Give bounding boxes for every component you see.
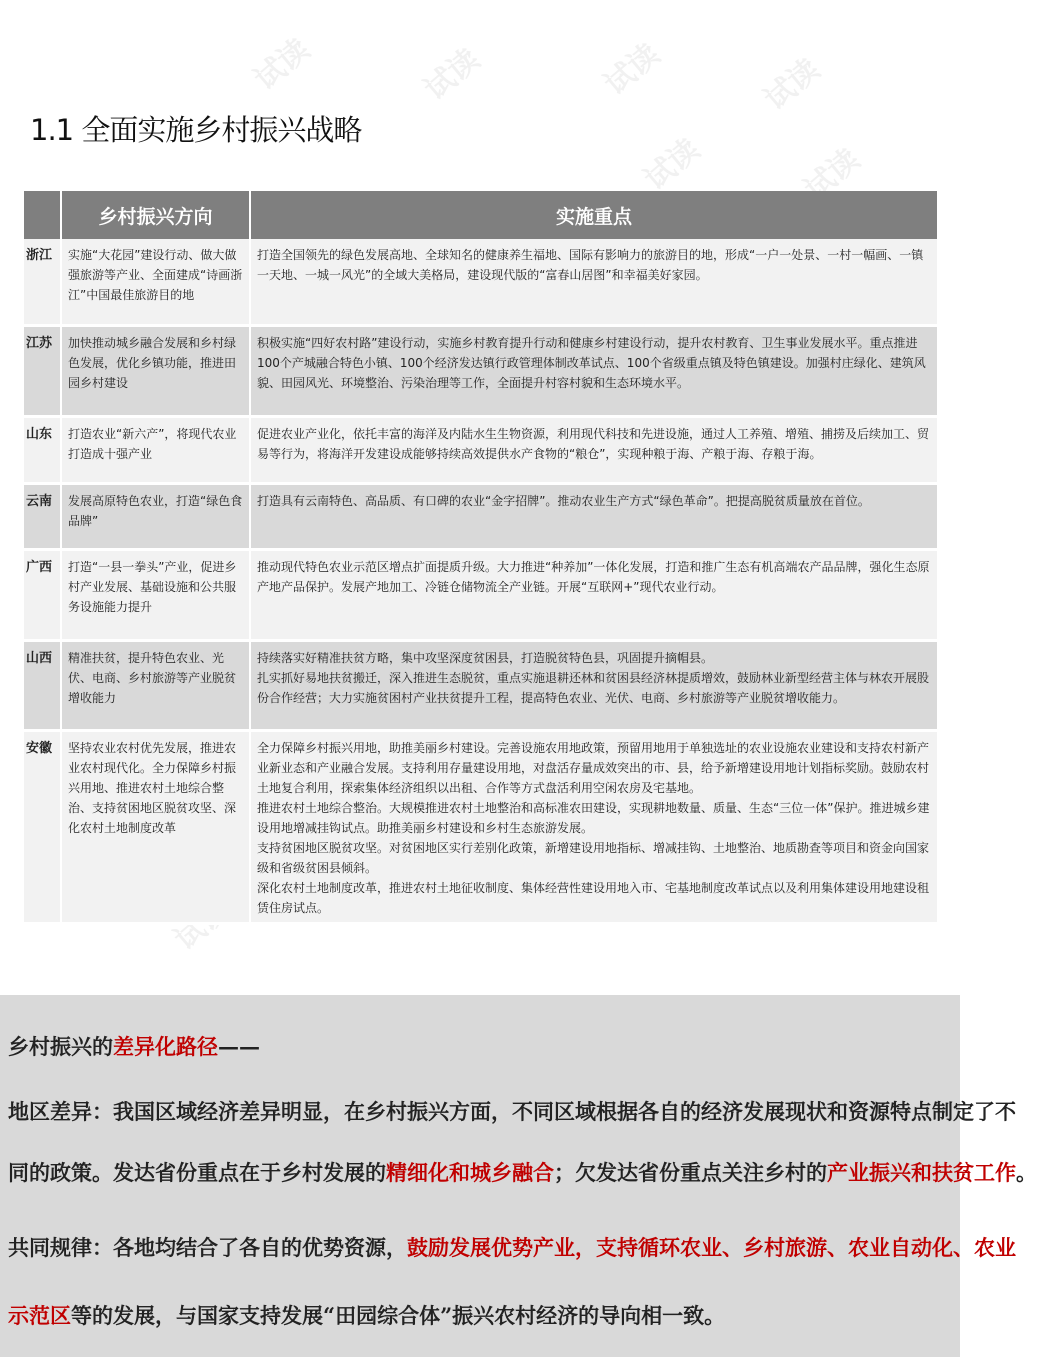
watermark: 试读 xyxy=(798,141,867,208)
focus-paragraph: 打造全国领先的绿色发展高地、全球知名的健康养生福地、国际有影响力的旅游目的地，形成“一户一处景、一村一幅画、一镇一天地、一城一风光”的全域大美格局，建设现代版的“富春山居图”和幸福美好家园。 xyxy=(257,248,924,282)
common-text: 各地均结合了各自的优势资源， xyxy=(113,1235,407,1260)
regional-highlight: 产业振兴和扶贫工作 xyxy=(827,1160,1016,1185)
direction-cell: 实施“大花园”建设行动、做大做强旅游等产业、全面建成“诗画浙江”中国最佳旅游目的地 xyxy=(61,239,250,325)
watermark: 试读 xyxy=(758,51,827,118)
heading-highlight: 差异化路径 xyxy=(113,1034,218,1059)
table-row xyxy=(24,483,937,549)
heading-suffix: —— xyxy=(218,1034,260,1059)
page-title: 1.1 全面实施乡村振兴战略 xyxy=(30,113,362,147)
direction-cell: 发展高原特色农业，打造“绿色食品牌” xyxy=(61,483,250,549)
watermark: 试读 xyxy=(168,891,237,958)
watermark: 试读 xyxy=(598,36,667,103)
focus-paragraph: 支持贫困地区脱贫攻坚。对贫困地区实行差别化政策，新增建设用地指标、增减挂钩、土地整治、地质勘查等项目和资金向国家级和省级贫困县倾斜。 xyxy=(257,840,930,875)
focus-paragraph: 促进农业产业化，依托丰富的海洋及内陆水生生物资源，利用现代科技和先进设施，通过人工养殖、增殖、捕捞及后续加工、贸易等行为，将海洋开发建设成能够持续高效提供水产食物的“粮仓”，实现种粮于海、产粮于海、存粮于海。 xyxy=(257,426,930,461)
strategy-table xyxy=(24,191,937,925)
common-line-1 xyxy=(8,1232,1016,1262)
common-highlight: 示范区 xyxy=(8,1303,71,1328)
focus-cell xyxy=(250,416,937,483)
common-line-2 xyxy=(8,1300,958,1330)
regional-text: 我国区域经济差异明显，在乡村振兴方面，不同区域根据各自的经济发展现状和资源特点制定了不 xyxy=(113,1099,1016,1124)
table-row xyxy=(24,325,937,416)
focus-cell xyxy=(250,730,937,923)
province-cell: 云南 xyxy=(24,483,61,549)
regional-text: ；欠发达省份重点关注乡村的 xyxy=(554,1160,827,1185)
heading-prefix: 乡村振兴的 xyxy=(8,1034,113,1059)
focus-paragraph: 持续落实好精准扶贫方略，集中攻坚深度贫困县，打造脱贫特色县，巩固提升摘帽县。 xyxy=(257,650,714,665)
focus-cell xyxy=(250,640,937,730)
focus-paragraph: 全力保障乡村振兴用地，助推美丽乡村建设。完善设施农用地政策，预留用地用于单独选址的农业设施农业建设和支持农村新产业新业态和产业融合发展。支持利用存量建设用地，对盘活存量成效突出的市、县，给予新增建设用地计划指标奖励。鼓励农村土地复合利用，探索集体经济组织以出租、合作等方式盘活利用空闲农房及宅基地。 xyxy=(257,740,930,795)
table-row xyxy=(24,640,937,730)
summary-heading xyxy=(8,1031,958,1061)
table-row xyxy=(24,239,937,325)
province-cell: 山东 xyxy=(24,416,61,483)
focus-paragraph: 推动现代特色农业示范区增点扩面提质升级。大力推进“种养加”一体化发展，打造和推广生态有机高端农产品品牌，强化生态原产地产品保护。发展产地加工、冷链仓储物流全产业链。开展“互联网+”现代农业行动。 xyxy=(257,559,930,594)
province-cell: 浙江 xyxy=(24,239,61,325)
regional-label: 地区差异： xyxy=(8,1099,113,1124)
focus-paragraph: 推进农村土地综合整治。大规模推进农村土地整治和高标准农田建设，实现耕地数量、质量、生态“三位一体”保护。推进城乡建设用地增减挂钩试点。助推美丽乡村建设和乡村生态旅游发展。 xyxy=(257,800,930,835)
header-focus: 实施重点 xyxy=(250,191,937,239)
focus-cell xyxy=(250,239,937,325)
common-highlight: 鼓励发展优势产业，支持循环农业、乡村旅游、农业自动化、农业 xyxy=(407,1235,1016,1260)
watermark: 试读 xyxy=(248,31,317,98)
direction-cell: 打造“一县一拳头”产业，促进乡村产业发展、基础设施和公共服务设施能力提升 xyxy=(61,549,250,640)
regional-text: 同的政策。发达省份重点在于乡村发展的 xyxy=(8,1160,386,1185)
header-direction: 乡村振兴方向 xyxy=(61,191,250,239)
direction-cell: 坚持农业农村优先发展，推进农业农村现代化。全力保障乡村振兴用地、推进农村土地综合整治、支持贫困地区脱贫攻坚、深化农村土地制度改革 xyxy=(61,730,250,923)
regional-text: 。 xyxy=(1016,1160,1037,1185)
regional-line-1 xyxy=(8,1096,1016,1126)
province-cell: 广西 xyxy=(24,549,61,640)
direction-cell: 打造农业“新六产”，将现代农业打造成十强产业 xyxy=(61,416,250,483)
focus-paragraph: 打造具有云南特色、高品质、有口碑的农业“金字招牌”。推动农业生产方式“绿色革命”。把提高脱贫质量放在首位。 xyxy=(257,493,870,508)
direction-cell: 加快推动城乡融合发展和乡村绿色发展，优化乡镇功能，推进田园乡村建设 xyxy=(61,325,250,416)
table-row xyxy=(24,549,937,640)
focus-cell xyxy=(250,483,937,549)
province-cell: 安徽 xyxy=(24,730,61,923)
common-label: 共同规律： xyxy=(8,1235,113,1260)
focus-cell xyxy=(250,325,937,416)
summary-panel xyxy=(0,995,1037,1357)
direction-cell: 精准扶贫，提升特色农业、光伏、电商、乡村旅游等产业脱贫增收能力 xyxy=(61,640,250,730)
province-cell: 山西 xyxy=(24,640,61,730)
regional-highlight: 精细化和城乡融合 xyxy=(386,1160,554,1185)
focus-paragraph: 积极实施“四好农村路”建设行动，实施乡村教育提升行动和健康乡村建设行动，提升农村教育、卫生事业发展水平。重点推进100个产城融合特色小镇、100个经济发达镇行政管理体制改革试点、100个省级重点镇及特色镇建设。加强村庄绿化、建筑风貌、田园风光、环境整治、污染治理等工作，全面提升村容村貌和生态环境水平。 xyxy=(257,335,926,390)
watermark: 试读 xyxy=(638,131,707,198)
table-row xyxy=(24,416,937,483)
common-text: 等的发展，与国家支持发展“田园综合体”振兴农村经济的导向相一致。 xyxy=(71,1303,726,1328)
focus-paragraph: 扎实抓好易地扶贫搬迁，深入推进生态脱贫，重点实施退耕还林和贫困县经济林提质增效，鼓励林业新型经营主体与林农开展股份合作经营；大力实施贫困村产业扶贫提升工程，提高特色农业、光伏、电商、乡村旅游等产业脱贫增收能力。 xyxy=(257,670,930,705)
regional-line-2 xyxy=(8,1157,1037,1187)
header-blank xyxy=(24,191,61,239)
table-row xyxy=(24,730,937,923)
focus-cell xyxy=(250,549,937,640)
watermark: 试读 xyxy=(418,41,487,108)
focus-paragraph: 深化农村土地制度改革，推进农村土地征收制度、集体经营性建设用地入市、宅基地制度改革试点以及利用集体建设用地建设租赁住房试点。 xyxy=(257,880,930,915)
table-header xyxy=(24,191,937,239)
province-cell: 江苏 xyxy=(24,325,61,416)
